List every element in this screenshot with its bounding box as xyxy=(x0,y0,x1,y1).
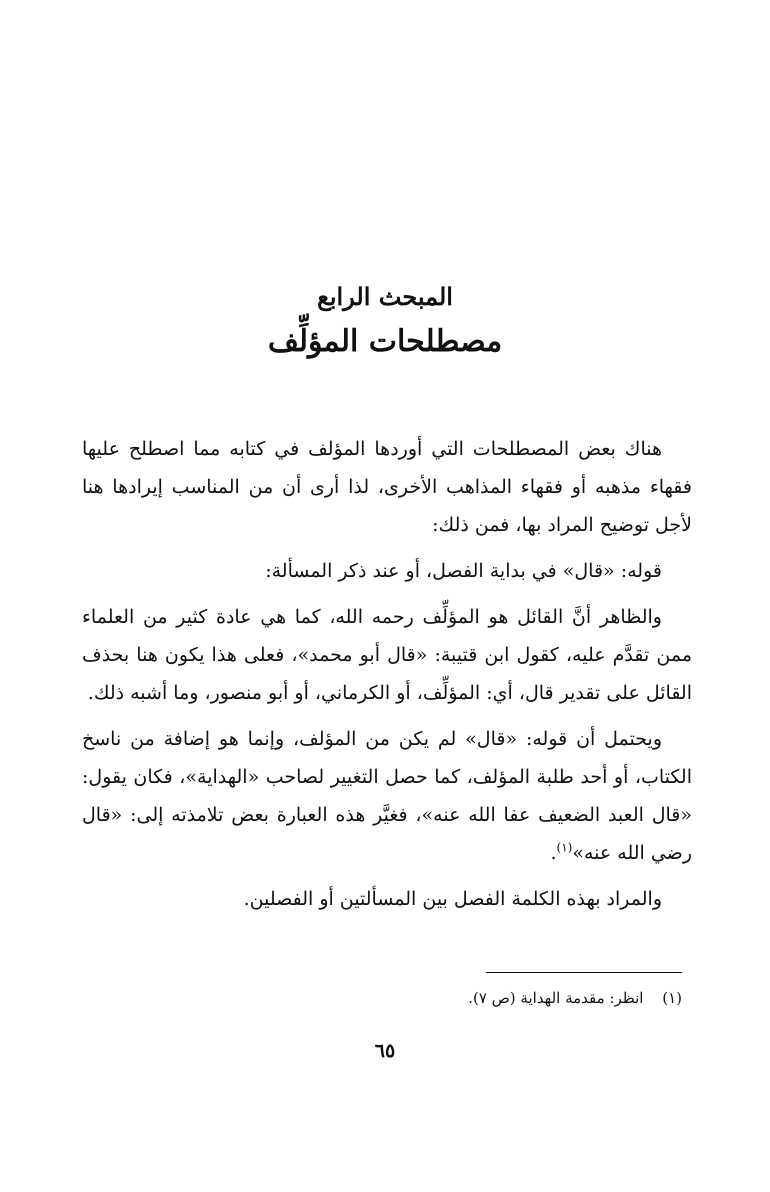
page-number: ٦٥ xyxy=(374,1040,396,1062)
footnote-number: (١) xyxy=(662,989,682,1007)
footnote xyxy=(82,986,682,1010)
chapter-heading xyxy=(0,280,770,364)
paragraph-alternative-text: ويحتمل أن قوله: «قال» لم يكن من المؤلف، وإنما هو إضافة من ناسخ الكتاب، أو أحد طلبة المؤلف، كما حصل التغيير لصاحب «الهداية»، فكان يقول: «قال العبد الضعيف عفا الله عنه»، فغيَّر هذه العبارة بعض تلامذته إلى: «قال رضي الله عنه» xyxy=(82,728,692,864)
footnote-reference: (١) xyxy=(556,840,573,855)
body-text xyxy=(82,430,692,926)
paragraph-intro: هناك بعض المصطلحات التي أوردها المؤلف في كتابه مما اصطلح عليها فقهاء مذهبه أو فقهاء المذاهب الأخرى، لذا أرى أن من المناسب إيرادها هنا لأجل توضيح المراد بها، فمن ذلك: xyxy=(82,438,692,536)
footnote-text: انظر: مقدمة الهداية (ص ٧). xyxy=(468,989,644,1007)
paragraph-alternative xyxy=(82,720,692,872)
footnote-divider xyxy=(486,972,682,973)
paragraph-term: قوله: «قال» في بداية الفصل، أو عند ذكر المسألة: xyxy=(265,560,662,582)
paragraph-conclusion: والمراد بهذه الكلمة الفصل بين المسألتين أو الفصلين. xyxy=(243,888,662,910)
section-label: المبحث الرابع xyxy=(317,282,453,311)
section-title: مصطلحات المؤلِّف xyxy=(267,324,503,359)
paragraph-explanation: والظاهر أنَّ القائل هو المؤلِّف رحمه الله، كما هي عادة كثير من العلماء ممن تقدَّم عليه، كقول ابن قتيبة: «قال أبو محمد»، فعلى هذا يكون هنا بحذف القائل على تقدير قال، أي: المؤلِّف، أو الكرماني، أو أبو منصور، وما أشبه ذلك. xyxy=(82,606,692,704)
paragraph-alternative-end: . xyxy=(550,842,557,864)
